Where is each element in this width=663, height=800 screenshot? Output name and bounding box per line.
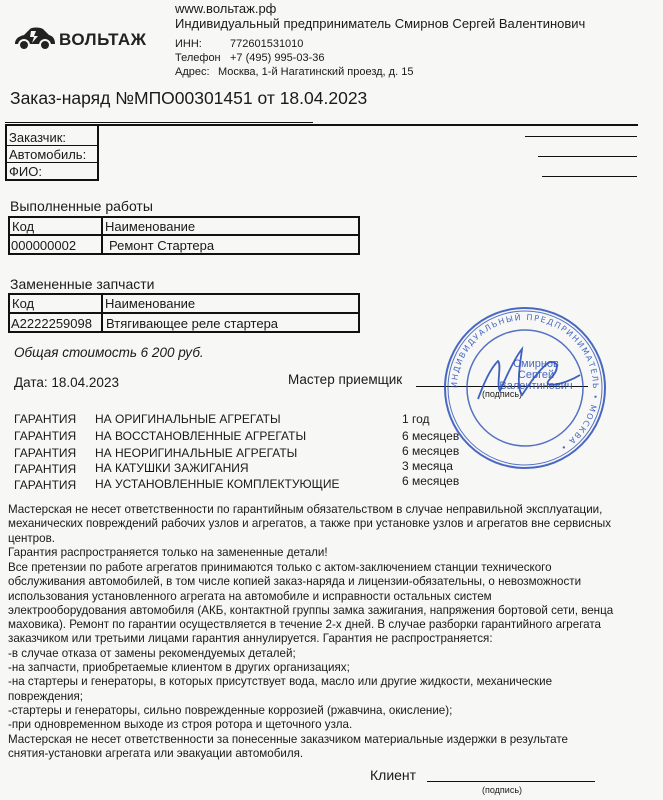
car-logo-icon	[12, 24, 56, 52]
warranty-item: НА НЕОРИГИНАЛЬНЫЕ АГРЕГАТЫ	[95, 446, 298, 460]
warranty-label: ГАРАНТИЯ	[14, 412, 77, 426]
vehicle-label: Автомобиль:	[9, 147, 87, 162]
parts-heading: Замененные запчасти	[10, 276, 155, 292]
terms-paragraph-3: Все претензии по работе агрегатов принимаются только с актом-заключением станции технического обслуживания автомобилей, в том числе копией заказ-наряда и лицензии-обязательны, о невозможности использования установленного агрегата на автомобиле и исправности остальных систем электрооборудования автомобиля (АКБ, контактной группы замка зажигания, напряжения бортовой сети, венца маховика). Ремонт по гарантии осуществляется в течение 2-х дней. В случае разборки гарантийного агрегата заказчиком или третьими лицами гарантия аннулируется. Гарантия не распространяется: -в случае отказа от замены рекомендуемых деталей; -на запчасти, приобретаемые клиентом в других организациях; -на стартеры и генераторы, в которых присутствует вода, масло или другие жидкости, механические повреждения; -стартеры и генераторы, сильно поврежденные коррозией (ржавчина, окисление); -при одновременном выходе из строя ротора и щеточного узла. Мастерская не несет ответственности за понесенные заказчиком материальные издержки в результате снятия-установки агрегата или эвакуации автомобиля.	[8, 561, 614, 760]
phone-value: +7 (495) 995-03-36	[230, 52, 325, 64]
warranty-term: 3 месяца	[402, 459, 453, 473]
warranty-term: 1 год	[402, 412, 430, 426]
warranty-term: 6 месяцев	[402, 474, 460, 488]
client-signature-line	[427, 781, 595, 782]
warranty-item: НА УСТАНОВЛЕННЫЕ КОМПЛЕКТУЮЩИЕ	[95, 477, 340, 491]
stamp-line-3: Валентинович	[499, 380, 573, 392]
works-heading: Выполненные работы	[10, 198, 153, 214]
warranty-item: НА ОРИГИНАЛЬНЫЕ АГРЕГАТЫ	[95, 412, 281, 426]
terms-paragraph-1: Мастерская не несет ответственности по гарантийным обязательством в случае неправильной эксплуатации, механических повреждений рабочих узлов и агрегатов, а также при установке узлов и агрегатов вне сервисных центров.	[8, 503, 612, 545]
parts-row-code: A2222259098	[11, 316, 92, 331]
company-name: Индивидуальный предприниматель Смирнов Сергей Валентинович	[175, 16, 586, 31]
date-line: Дата: 18.04.2023	[14, 375, 119, 390]
logo-text: ВОЛЬТАЖ	[59, 30, 147, 49]
warranty-label: ГАРАНТИЯ	[14, 429, 77, 443]
stamp-line-1: Смирнов	[513, 358, 559, 370]
document-title: Заказ-наряд №МПО00301451 от 18.04.2023	[10, 88, 368, 108]
official-stamp	[440, 303, 610, 473]
address-label: Адрес:	[175, 66, 210, 78]
address-value: Москва, 1-й Нагатинский проезд, д. 15	[218, 66, 414, 78]
warranty-label: ГАРАНТИЯ	[14, 462, 77, 476]
warranty-item: НА КАТУШКИ ЗАЖИГАНИЯ	[95, 461, 249, 475]
stamp-ring-text: ИНДИВИДУАЛЬНЫЙ ПРЕДПРИНИМАТЕЛЬ • МОСКВА •	[449, 312, 601, 453]
works-col-name: Наименование	[105, 219, 196, 234]
terms-paragraph-2: Гарантия распространяется только на замененные детали!	[8, 546, 328, 559]
warranty-term: 6 месяцев	[402, 444, 460, 458]
website: www.вольтаж.рф	[175, 1, 277, 16]
customer-label: Заказчик:	[9, 130, 67, 145]
inn-label: ИНН:	[175, 38, 202, 50]
master-label: Мастер приемщик	[288, 372, 403, 387]
warranty-item: НА ВОССТАНОВЛЕННЫЕ АГРЕГАТЫ	[95, 429, 307, 443]
parts-col-code: Код	[12, 296, 35, 311]
master-signature-caption: (подпись)	[482, 389, 523, 399]
warranty-term: 6 месяцев	[402, 429, 460, 443]
stamp-line-2: Сергей	[517, 369, 555, 381]
parts-row-name: Втягивающее реле стартера	[106, 316, 279, 331]
warranty-label: ГАРАНТИЯ	[14, 478, 77, 492]
works-row-code: 000000002	[11, 238, 77, 253]
inn-value: 772601531010	[230, 38, 304, 50]
client-signature-caption: (подпись)	[482, 785, 523, 795]
parts-col-name: Наименование	[105, 296, 196, 311]
client-label: Клиент	[370, 767, 417, 783]
works-col-code: Код	[12, 219, 35, 234]
warranty-label: ГАРАНТИЯ	[14, 446, 77, 460]
works-row-name: Ремонт Стартера	[109, 238, 215, 253]
phone-label: Телефон	[175, 52, 221, 64]
fio-label: ФИО:	[9, 164, 42, 179]
logo	[12, 24, 152, 52]
total-cost: Общая стоимость 6 200 руб.	[14, 345, 204, 360]
